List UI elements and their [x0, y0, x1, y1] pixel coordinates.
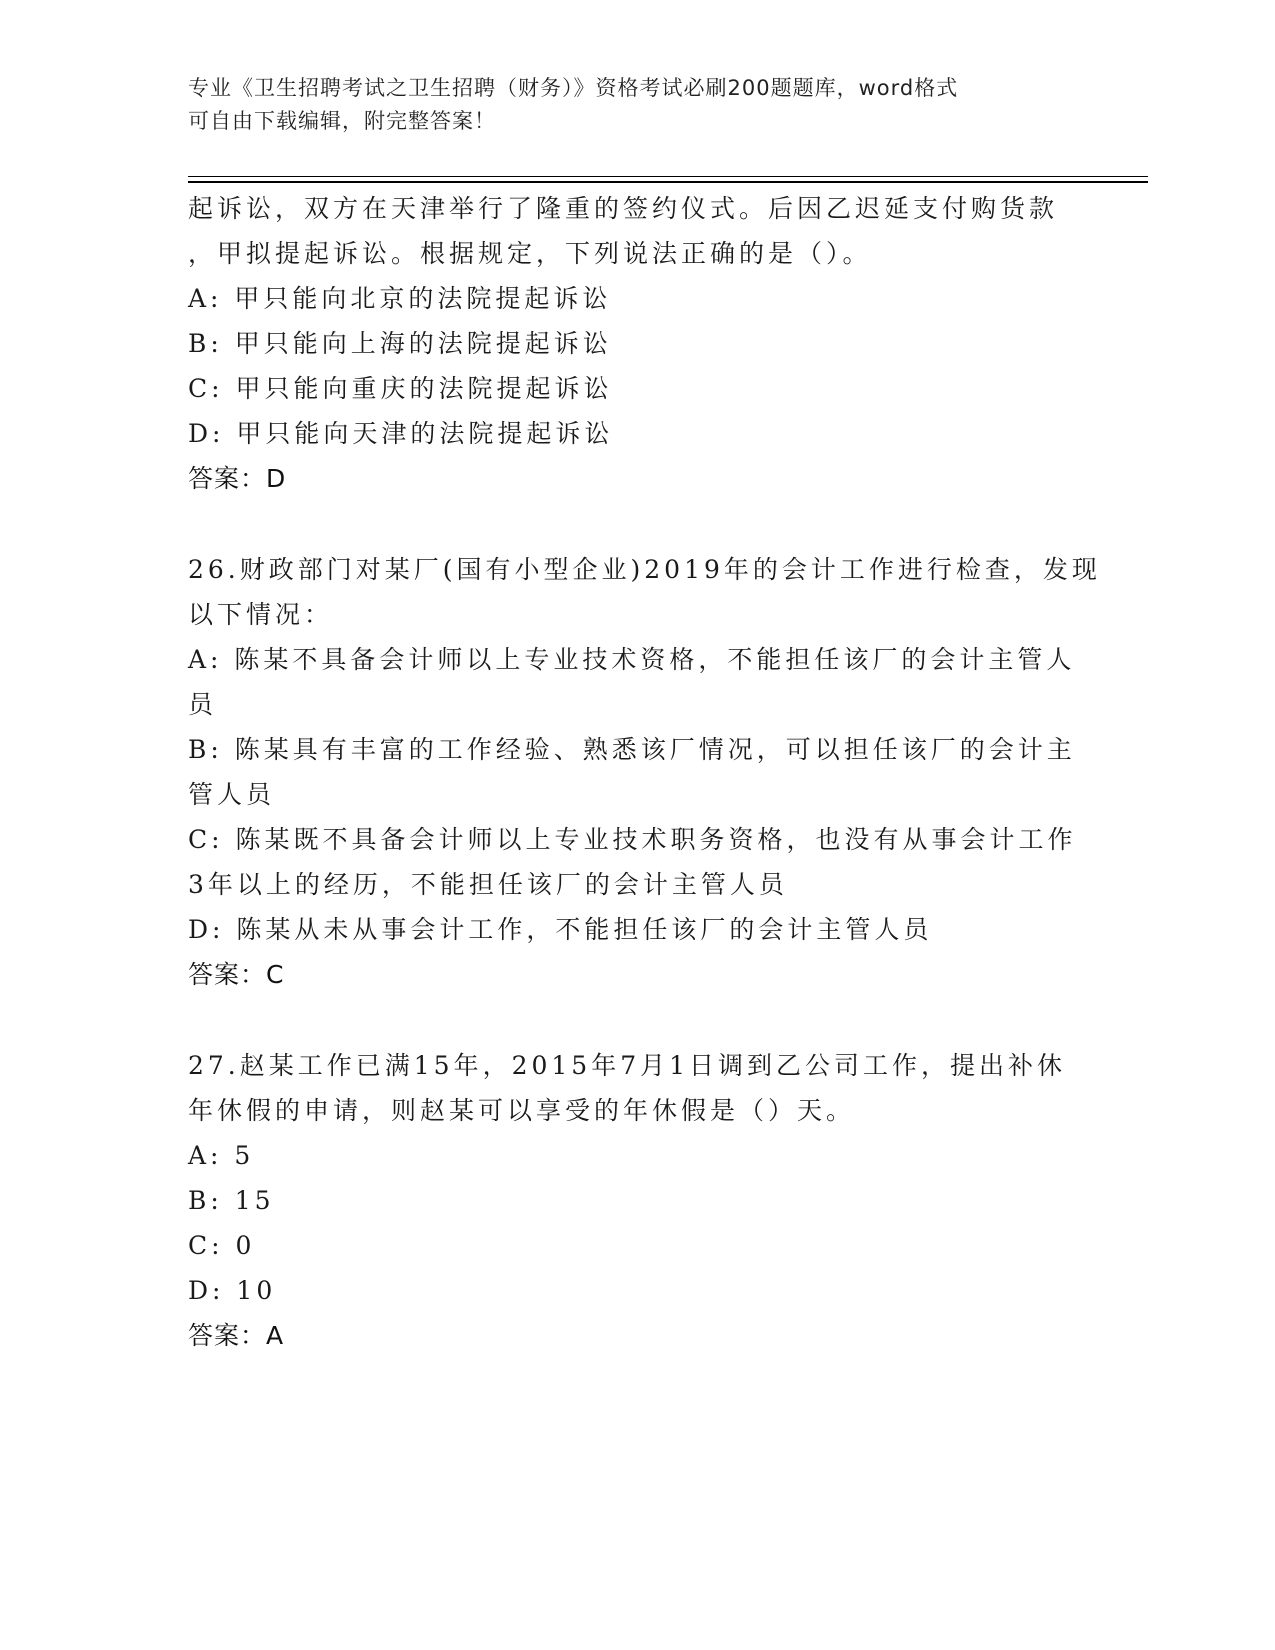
option-d: D: 陈某从未从事会计工作，不能担任该厂的会计主管人员: [188, 915, 933, 944]
question-stem-line: 年休假的申请，则赵某可以享受的年休假是（）天。: [188, 1096, 856, 1125]
question-27: [188, 1043, 1088, 1358]
option-a: A: 5: [188, 1141, 255, 1170]
option-c: C: 0: [188, 1231, 256, 1260]
option-a-continued: 员: [188, 690, 218, 719]
header-divider-thin: [188, 176, 1148, 177]
question-stem-line: 以下情况：: [188, 600, 334, 629]
question-stem-line: ，甲拟提起诉讼。根据规定，下列说法正确的是（）。: [188, 239, 872, 268]
option-d: D: 10: [188, 1276, 277, 1305]
option-d: D: 甲只能向天津的法院提起诉讼: [188, 419, 614, 448]
option-a: A: 陈某不具备会计师以上专业技术资格，不能担任该厂的会计主管人: [188, 645, 1076, 674]
header-divider-thick: [188, 181, 1148, 183]
document-header: [188, 72, 1088, 138]
question-25: [188, 186, 1088, 501]
option-b: B: 15: [188, 1186, 275, 1215]
header-title-line-1: 专业《卫生招聘考试之卫生招聘（财务）》资格考试必刷200题题库，word格式: [188, 76, 959, 100]
option-c: C: 陈某既不具备会计师以上专业技术职务资格，也没有从事会计工作: [188, 825, 1077, 854]
option-c: C: 甲只能向重庆的法院提起诉讼: [188, 374, 613, 403]
answer-label: 答案：C: [188, 960, 285, 989]
option-c-continued: 3年以上的经历，不能担任该厂的会计主管人员: [188, 870, 788, 899]
answer-label: 答案：A: [188, 1321, 285, 1350]
answer-label: 答案：D: [188, 464, 287, 493]
header-title-line-2: 可自由下载编辑，附完整答案！: [188, 109, 496, 133]
option-b: B: 陈某具有丰富的工作经验、熟悉该厂情况，可以担任该厂的会计主: [188, 735, 1076, 764]
document-body: [188, 186, 1101, 1358]
question-26: [188, 547, 1101, 997]
question-stem-line: 27.赵某工作已满15年，2015年7月1日调到乙公司工作，提出补休: [188, 1051, 1067, 1080]
option-b-continued: 管人员: [188, 780, 276, 809]
option-b: B: 甲只能向上海的法院提起诉讼: [188, 329, 612, 358]
option-a: A: 甲只能向北京的法院提起诉讼: [188, 284, 612, 313]
question-stem-line: 起诉讼，双方在天津举行了隆重的签约仪式。后因乙迟延支付购货款: [188, 194, 1059, 223]
question-stem-line: 26.财政部门对某厂(国有小型企业)2019年的会计工作进行检查，发现: [188, 555, 1101, 584]
